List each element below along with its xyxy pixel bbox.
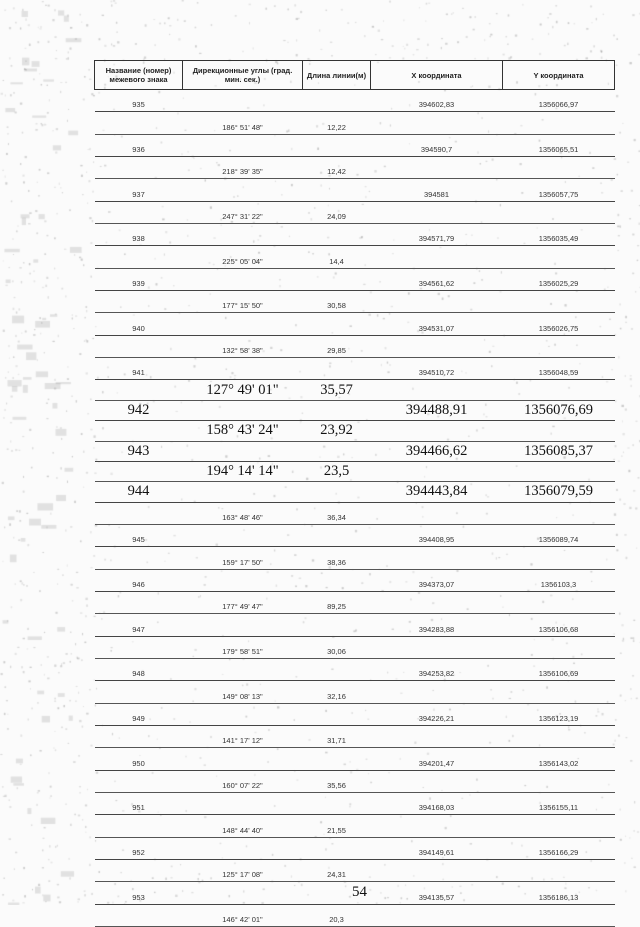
x-coordinate-cell: 394510,72 [371, 358, 503, 380]
segment-row [95, 770, 615, 792]
marker-name-cell: 945 [95, 524, 183, 546]
x-coordinate-cell: 394168,03 [371, 793, 503, 815]
marker-name-cell [95, 815, 183, 837]
x-coordinate-cell: 394561,62 [371, 268, 503, 290]
point-row [95, 569, 615, 591]
line-length-cell: 12,22 [303, 112, 371, 134]
bearing-angle-cell [183, 441, 303, 461]
y-coordinate-cell [503, 157, 615, 179]
line-length-cell [303, 358, 371, 380]
bearing-angle-cell: 125° 17' 08" [183, 860, 303, 882]
line-length-cell: 23,5 [303, 461, 371, 481]
y-coordinate-cell: 1356089,74 [503, 524, 615, 546]
marker-name-cell: 939 [95, 268, 183, 290]
point-row [95, 837, 615, 859]
bearing-angle-cell [183, 703, 303, 725]
header-bearing-angle: Дирекционные углы (град. мин. сек.) [183, 61, 303, 90]
segment-row [95, 636, 615, 658]
point-row [95, 90, 615, 112]
x-coordinate-cell [371, 246, 503, 268]
boundary-coordinates-table [94, 60, 615, 927]
y-coordinate-cell [503, 904, 615, 926]
x-coordinate-cell: 394581 [371, 179, 503, 201]
x-coordinate-cell [371, 636, 503, 658]
line-length-cell: 32,16 [303, 681, 371, 703]
bearing-angle-cell: 146° 42' 01" [183, 904, 303, 926]
point-row [95, 441, 615, 461]
y-coordinate-cell [503, 246, 615, 268]
segment-row [95, 904, 615, 926]
bearing-angle-cell [183, 482, 303, 502]
marker-name-cell [95, 112, 183, 134]
segment-row [95, 291, 615, 313]
line-length-cell: 38,36 [303, 547, 371, 569]
line-length-cell [303, 482, 371, 502]
bearing-angle-cell [183, 614, 303, 636]
bearing-angle-cell: 194° 14' 14" [183, 461, 303, 481]
x-coordinate-cell [371, 380, 503, 400]
line-length-cell [303, 614, 371, 636]
x-coordinate-cell: 394590,7 [371, 134, 503, 156]
marker-name-cell [95, 547, 183, 569]
segment-row [95, 591, 615, 613]
y-coordinate-cell: 1356079,59 [503, 482, 615, 502]
y-coordinate-cell [503, 770, 615, 792]
line-length-cell [303, 837, 371, 859]
line-length-cell [303, 90, 371, 112]
x-coordinate-cell: 394226,21 [371, 703, 503, 725]
segment-row [95, 421, 615, 441]
segment-row [95, 860, 615, 882]
line-length-cell: 24,09 [303, 201, 371, 223]
bearing-angle-cell: 163° 48' 46" [183, 502, 303, 524]
y-coordinate-cell: 1356166,29 [503, 837, 615, 859]
line-length-cell [303, 268, 371, 290]
marker-name-cell [95, 502, 183, 524]
marker-name-cell: 952 [95, 837, 183, 859]
y-coordinate-cell [503, 591, 615, 613]
marker-name-cell: 943 [95, 441, 183, 461]
line-length-cell: 14,4 [303, 246, 371, 268]
line-length-cell: 36,34 [303, 502, 371, 524]
marker-name-cell [95, 380, 183, 400]
y-coordinate-cell: 1356066,97 [503, 90, 615, 112]
y-coordinate-cell [503, 112, 615, 134]
line-length-cell [303, 400, 371, 420]
line-length-cell: 23,92 [303, 421, 371, 441]
marker-name-cell: 942 [95, 400, 183, 420]
line-length-cell [303, 179, 371, 201]
line-length-cell: 12,42 [303, 157, 371, 179]
point-row [95, 748, 615, 770]
line-length-cell [303, 224, 371, 246]
y-coordinate-cell [503, 461, 615, 481]
y-coordinate-cell: 1356025,29 [503, 268, 615, 290]
marker-name-cell: 948 [95, 658, 183, 680]
bearing-angle-cell [183, 268, 303, 290]
y-coordinate-cell: 1356106,68 [503, 614, 615, 636]
bearing-angle-cell [183, 658, 303, 680]
y-coordinate-cell: 1356186,13 [503, 882, 615, 904]
marker-name-cell [95, 157, 183, 179]
line-length-cell: 21,55 [303, 815, 371, 837]
point-row [95, 134, 615, 156]
y-coordinate-cell: 1356143,02 [503, 748, 615, 770]
header-marker-name: Название (номер) межевого знака [95, 61, 183, 90]
point-row [95, 793, 615, 815]
bearing-angle-cell [183, 358, 303, 380]
x-coordinate-cell: 394602,83 [371, 90, 503, 112]
x-coordinate-cell [371, 904, 503, 926]
marker-name-cell [95, 904, 183, 926]
x-coordinate-cell [371, 681, 503, 703]
marker-name-cell [95, 591, 183, 613]
marker-name-cell [95, 681, 183, 703]
x-coordinate-cell: 394253,82 [371, 658, 503, 680]
point-row [95, 313, 615, 335]
y-coordinate-cell [503, 291, 615, 313]
line-length-cell: 30,58 [303, 291, 371, 313]
marker-name-cell [95, 421, 183, 441]
line-length-cell: 24,31 [303, 860, 371, 882]
y-coordinate-cell: 1356048,59 [503, 358, 615, 380]
marker-name-cell [95, 246, 183, 268]
x-coordinate-cell [371, 461, 503, 481]
line-length-cell [303, 524, 371, 546]
header-y-coordinate: Y координата [503, 61, 615, 90]
bearing-angle-cell: 218° 39' 35" [183, 157, 303, 179]
bearing-angle-cell: 159° 17' 50" [183, 547, 303, 569]
point-row [95, 400, 615, 420]
y-coordinate-cell: 1356106,69 [503, 658, 615, 680]
x-coordinate-cell [371, 815, 503, 837]
bearing-angle-cell [183, 179, 303, 201]
bearing-angle-cell [183, 748, 303, 770]
line-length-cell [303, 569, 371, 591]
x-coordinate-cell: 394443,84 [371, 482, 503, 502]
point-row [95, 268, 615, 290]
x-coordinate-cell [371, 157, 503, 179]
bearing-angle-cell: 158° 43' 24" [183, 421, 303, 441]
line-length-cell [303, 134, 371, 156]
marker-name-cell [95, 725, 183, 747]
marker-name-cell: 936 [95, 134, 183, 156]
table-body [95, 90, 615, 927]
marker-name-cell [95, 461, 183, 481]
x-coordinate-cell [371, 291, 503, 313]
bearing-angle-cell [183, 793, 303, 815]
bearing-angle-cell: 141° 17' 12" [183, 725, 303, 747]
bearing-angle-cell: 127° 49' 01" [183, 380, 303, 400]
x-coordinate-cell [371, 112, 503, 134]
bearing-angle-cell [183, 224, 303, 246]
line-length-cell [303, 748, 371, 770]
page-number: 54 [352, 884, 367, 900]
line-length-cell: 31,71 [303, 725, 371, 747]
x-coordinate-cell: 394373,07 [371, 569, 503, 591]
point-row [95, 179, 615, 201]
y-coordinate-cell: 1356155,11 [503, 793, 615, 815]
marker-name-cell: 951 [95, 793, 183, 815]
marker-name-cell: 940 [95, 313, 183, 335]
line-length-cell: 20,3 [303, 904, 371, 926]
x-coordinate-cell [371, 335, 503, 357]
y-coordinate-cell: 1356035,49 [503, 224, 615, 246]
y-coordinate-cell: 1356123,19 [503, 703, 615, 725]
marker-name-cell: 935 [95, 90, 183, 112]
line-length-cell: 35,56 [303, 770, 371, 792]
segment-row [95, 725, 615, 747]
y-coordinate-cell: 1356085,37 [503, 441, 615, 461]
y-coordinate-cell: 1356057,75 [503, 179, 615, 201]
line-length-cell [303, 658, 371, 680]
bearing-angle-cell [183, 569, 303, 591]
segment-row [95, 112, 615, 134]
segment-row [95, 246, 615, 268]
marker-name-cell [95, 335, 183, 357]
point-row [95, 524, 615, 546]
bearing-angle-cell [183, 882, 303, 904]
x-coordinate-cell: 394531,07 [371, 313, 503, 335]
point-row [95, 614, 615, 636]
bearing-angle-cell: 179° 58' 51" [183, 636, 303, 658]
x-coordinate-cell [371, 547, 503, 569]
marker-name-cell: 949 [95, 703, 183, 725]
bearing-angle-cell [183, 134, 303, 156]
y-coordinate-cell [503, 502, 615, 524]
marker-name-cell: 938 [95, 224, 183, 246]
bearing-angle-cell: 160° 07' 22" [183, 770, 303, 792]
point-row [95, 703, 615, 725]
bearing-angle-cell: 177° 49' 47" [183, 591, 303, 613]
boundary-coordinates-sheet [94, 60, 614, 927]
point-row [95, 658, 615, 680]
header-line-length: Длина линии(м) [303, 61, 371, 90]
bearing-angle-cell: 149° 08' 13" [183, 681, 303, 703]
header-x-coordinate: X координата [371, 61, 503, 90]
line-length-cell [303, 441, 371, 461]
x-coordinate-cell: 394571,79 [371, 224, 503, 246]
y-coordinate-cell [503, 636, 615, 658]
marker-name-cell: 946 [95, 569, 183, 591]
x-coordinate-cell: 394149,61 [371, 837, 503, 859]
table-header-row [95, 61, 615, 90]
y-coordinate-cell [503, 380, 615, 400]
bearing-angle-cell [183, 837, 303, 859]
marker-name-cell: 953 [95, 882, 183, 904]
bearing-angle-cell [183, 313, 303, 335]
y-coordinate-cell [503, 201, 615, 223]
x-coordinate-cell [371, 201, 503, 223]
y-coordinate-cell: 1356026,75 [503, 313, 615, 335]
marker-name-cell [95, 636, 183, 658]
marker-name-cell [95, 291, 183, 313]
x-coordinate-cell [371, 770, 503, 792]
segment-row [95, 815, 615, 837]
marker-name-cell: 950 [95, 748, 183, 770]
line-length-cell: 29,85 [303, 335, 371, 357]
segment-row [95, 547, 615, 569]
y-coordinate-cell [503, 681, 615, 703]
line-length-cell: 89,25 [303, 591, 371, 613]
x-coordinate-cell: 394201,47 [371, 748, 503, 770]
marker-name-cell: 947 [95, 614, 183, 636]
bearing-angle-cell: 186° 51' 48" [183, 112, 303, 134]
segment-row [95, 335, 615, 357]
bearing-angle-cell: 148° 44' 40" [183, 815, 303, 837]
x-coordinate-cell: 394488,91 [371, 400, 503, 420]
segment-row [95, 681, 615, 703]
y-coordinate-cell: 1356103,3 [503, 569, 615, 591]
y-coordinate-cell [503, 860, 615, 882]
marker-name-cell: 941 [95, 358, 183, 380]
line-length-cell: 35,57 [303, 380, 371, 400]
y-coordinate-cell [503, 335, 615, 357]
x-coordinate-cell [371, 502, 503, 524]
y-coordinate-cell: 1356076,69 [503, 400, 615, 420]
x-coordinate-cell [371, 860, 503, 882]
point-row [95, 224, 615, 246]
x-coordinate-cell: 394283,88 [371, 614, 503, 636]
point-row [95, 482, 615, 502]
x-coordinate-cell: 394466,62 [371, 441, 503, 461]
y-coordinate-cell: 1356065,51 [503, 134, 615, 156]
x-coordinate-cell: 394135,57 [371, 882, 503, 904]
marker-name-cell [95, 860, 183, 882]
y-coordinate-cell [503, 547, 615, 569]
bearing-angle-cell [183, 400, 303, 420]
marker-name-cell: 944 [95, 482, 183, 502]
segment-row [95, 380, 615, 400]
segment-row [95, 502, 615, 524]
bearing-angle-cell [183, 90, 303, 112]
marker-name-cell: 937 [95, 179, 183, 201]
line-length-cell: 30,06 [303, 636, 371, 658]
bearing-angle-cell [183, 524, 303, 546]
line-length-cell [303, 313, 371, 335]
line-length-cell [303, 793, 371, 815]
bearing-angle-cell: 225° 05' 04" [183, 246, 303, 268]
segment-row [95, 157, 615, 179]
bearing-angle-cell: 177° 15' 50" [183, 291, 303, 313]
y-coordinate-cell [503, 725, 615, 747]
segment-row [95, 461, 615, 481]
segment-row [95, 201, 615, 223]
x-coordinate-cell [371, 421, 503, 441]
marker-name-cell [95, 770, 183, 792]
x-coordinate-cell: 394408,95 [371, 524, 503, 546]
marker-name-cell [95, 201, 183, 223]
y-coordinate-cell [503, 815, 615, 837]
y-coordinate-cell [503, 421, 615, 441]
point-row [95, 358, 615, 380]
x-coordinate-cell [371, 725, 503, 747]
x-coordinate-cell [371, 591, 503, 613]
bearing-angle-cell: 247° 31' 22" [183, 201, 303, 223]
bearing-angle-cell: 132° 58' 38" [183, 335, 303, 357]
line-length-cell [303, 703, 371, 725]
